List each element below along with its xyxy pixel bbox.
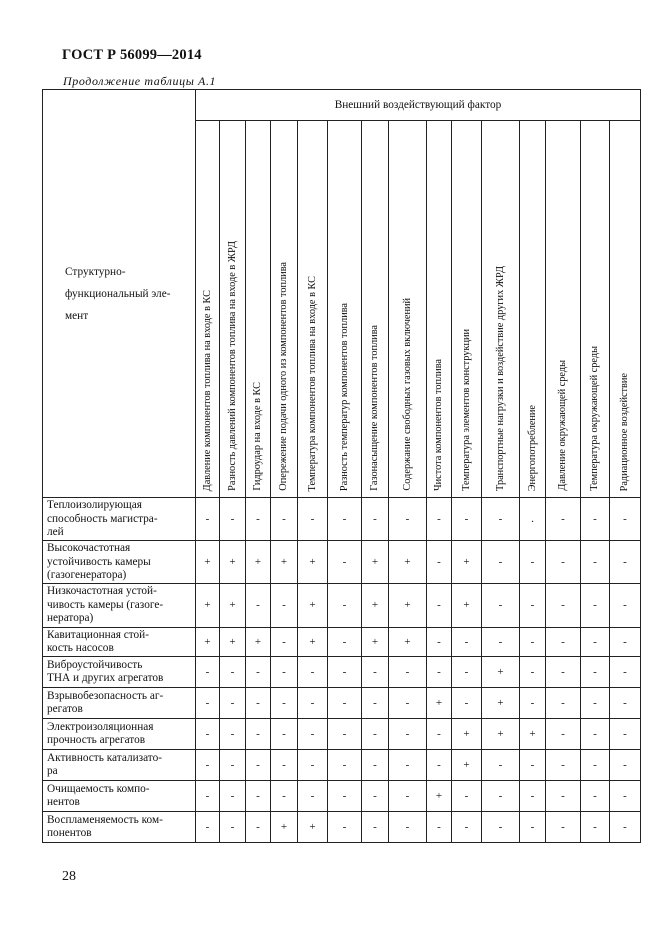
mark-cell: - [482, 780, 520, 811]
mark-cell: - [328, 749, 362, 780]
mark-cell: - [452, 811, 482, 842]
mark-cell: - [298, 656, 328, 687]
mark-cell: - [328, 498, 362, 541]
mark-cell: + [427, 687, 452, 718]
mark-cell: - [581, 627, 610, 656]
factor-column-header [610, 121, 641, 498]
mark-cell: - [427, 583, 452, 627]
mark-cell: + [452, 583, 482, 627]
mark-cell: - [482, 749, 520, 780]
mark-cell: - [271, 780, 298, 811]
element-name-cell [43, 718, 196, 749]
mark-cell: - [196, 780, 220, 811]
mark-cell: - [246, 718, 271, 749]
mark-cell: - [220, 498, 246, 541]
mark-cell: - [389, 656, 427, 687]
mark-cell: - [520, 780, 546, 811]
mark-cell: + [298, 541, 328, 584]
mark-cell: - [546, 718, 581, 749]
external-factors-table [42, 89, 641, 843]
mark-cell: + [246, 627, 271, 656]
mark-cell: - [389, 749, 427, 780]
mark-cell: + [196, 627, 220, 656]
mark-cell: + [452, 541, 482, 584]
factor-column-header [389, 121, 427, 498]
table-row [43, 541, 641, 584]
mark-cell: - [546, 749, 581, 780]
mark-cell: - [298, 687, 328, 718]
factor-label: Чистота компонентов топлива [433, 358, 444, 491]
row-header-line: мент [65, 309, 89, 322]
mark-cell: - [246, 687, 271, 718]
mark-cell: - [196, 718, 220, 749]
mark-cell: + [271, 541, 298, 584]
mark-cell: + [246, 541, 271, 584]
mark-cell: - [482, 583, 520, 627]
mark-cell: - [520, 583, 546, 627]
mark-cell: - [610, 583, 641, 627]
factor-column-header [271, 121, 298, 498]
factor-column-header [482, 121, 520, 498]
element-name-line: Очищаемость компо- [47, 782, 150, 795]
factor-column-header [546, 121, 581, 498]
mark-cell: + [482, 656, 520, 687]
mark-cell: - [427, 749, 452, 780]
element-name-line: Электроизоляционная [47, 720, 154, 733]
mark-cell: - [298, 498, 328, 541]
mark-cell: - [546, 687, 581, 718]
element-name-line: устойчивость камеры [47, 555, 151, 568]
element-name-cell [43, 583, 196, 627]
mark-cell: + [196, 583, 220, 627]
row-header-line: Структурно- [65, 265, 126, 278]
mark-cell: - [427, 718, 452, 749]
mark-cell: - [427, 498, 452, 541]
mark-cell: - [482, 498, 520, 541]
mark-cell: - [581, 780, 610, 811]
element-name-line: ра [47, 765, 58, 777]
element-name-line: Виброустойчивость [47, 658, 143, 671]
mark-cell: - [546, 656, 581, 687]
mark-cell: - [389, 498, 427, 541]
mark-cell: - [389, 811, 427, 842]
mark-cell: - [581, 749, 610, 780]
mark-cell: - [271, 749, 298, 780]
mark-cell: + [389, 541, 427, 584]
mark-cell: - [246, 811, 271, 842]
structural-element-header [43, 90, 196, 498]
mark-cell: - [246, 583, 271, 627]
mark-cell: - [520, 656, 546, 687]
mark-cell: - [328, 656, 362, 687]
factor-label: Радиационное воздействие [619, 372, 630, 491]
table-body [43, 498, 641, 843]
mark-cell: - [298, 749, 328, 780]
mark-cell: - [482, 541, 520, 584]
mark-cell: + [220, 541, 246, 584]
mark-cell: + [482, 718, 520, 749]
factor-column-header [520, 121, 546, 498]
mark-cell: - [610, 780, 641, 811]
document-title: ГОСТ Р 56099—2014 [62, 47, 202, 63]
mark-cell: - [196, 687, 220, 718]
element-name-line: регатов [47, 703, 83, 715]
factor-column-header [427, 121, 452, 498]
factor-label: Температура компонентов топлива на входе в КС [306, 275, 318, 491]
mark-cell: - [271, 583, 298, 627]
mark-cell: - [610, 627, 641, 656]
factor-label: Температура элементов конструкции [460, 329, 472, 491]
element-name-line: понентов [47, 827, 92, 839]
factor-column-header [581, 121, 610, 498]
mark-cell: - [452, 780, 482, 811]
table-continuation-caption: Продолжение таблицы А.1 [63, 74, 217, 88]
mark-cell: - [452, 627, 482, 656]
mark-cell: + [220, 583, 246, 627]
element-name-line: ТНА и других агрегатов [47, 672, 164, 684]
mark-cell: - [389, 718, 427, 749]
mark-cell: - [520, 687, 546, 718]
mark-cell: + [482, 687, 520, 718]
mark-cell: - [362, 749, 389, 780]
mark-cell: - [452, 498, 482, 541]
table-row [43, 656, 641, 687]
page-number: 28 [62, 869, 76, 884]
mark-cell: - [298, 780, 328, 811]
factor-column-header [298, 121, 328, 498]
mark-cell: - [610, 749, 641, 780]
mark-cell: - [246, 780, 271, 811]
element-name-cell [43, 811, 196, 842]
table-row [43, 498, 641, 541]
mark-cell: - [389, 780, 427, 811]
element-name-line: кость насосов [47, 642, 114, 654]
mark-cell: - [271, 498, 298, 541]
mark-cell: - [328, 780, 362, 811]
element-name-cell [43, 656, 196, 687]
mark-cell: - [520, 811, 546, 842]
mark-cell: + [452, 749, 482, 780]
mark-cell: - [546, 780, 581, 811]
mark-cell: - [196, 811, 220, 842]
mark-cell: - [610, 687, 641, 718]
table-row [43, 583, 641, 627]
element-name-cell [43, 498, 196, 541]
mark-cell: - [520, 541, 546, 584]
table-row [43, 687, 641, 718]
element-name-line: чивость камеры (газоге- [47, 598, 164, 611]
element-name-line: нентов [47, 796, 80, 808]
mark-cell: - [427, 656, 452, 687]
factor-column-header [246, 121, 271, 498]
mark-cell: - [546, 541, 581, 584]
element-name-cell [43, 687, 196, 718]
mark-cell: - [389, 687, 427, 718]
element-name-cell [43, 749, 196, 780]
table-row [43, 718, 641, 749]
mark-cell: - [328, 583, 362, 627]
row-header-line: функциональный эле- [65, 287, 171, 300]
element-name-line: прочность агрегатов [47, 734, 146, 746]
factor-label: Разность температур компонентов топлива [338, 302, 350, 491]
factor-column-header [328, 121, 362, 498]
element-name-line: лей [47, 526, 64, 539]
factor-label: Содержание свободных газовых включений [401, 298, 413, 491]
factor-label: Температура окружающей среды [589, 346, 600, 491]
mark-cell: + [298, 811, 328, 842]
element-name-line: Активность катализато- [47, 751, 163, 764]
mark-cell: - [362, 718, 389, 749]
mark-cell: - [220, 749, 246, 780]
element-name-cell [43, 780, 196, 811]
factor-label: Опережение подачи одного из компонентов топлива [278, 262, 289, 491]
element-name-line: Низкочастотная устой- [47, 585, 157, 598]
mark-cell: - [328, 811, 362, 842]
mark-cell: + [196, 541, 220, 584]
mark-cell: - [546, 583, 581, 627]
factor-label: Транспортные нагрузки и воздействие других ЖРД [494, 266, 506, 491]
element-name-line: (газогенератора) [47, 569, 127, 581]
element-name-line: Высокочастотная [47, 542, 131, 554]
mark-cell: + [271, 811, 298, 842]
mark-cell: + [362, 541, 389, 584]
factor-label: Разность давлений компонентов топлива на входе в ЖРД [226, 241, 238, 491]
element-name-line: Кавитационная стой- [47, 628, 149, 641]
element-name-line: нератора) [47, 612, 94, 625]
factor-label: Гидроудар на входе в КС [252, 382, 263, 491]
mark-cell: - [581, 687, 610, 718]
mark-cell: - [362, 656, 389, 687]
mark-cell: - [196, 656, 220, 687]
factor-label: Давление компонентов топлива на входе в КС [201, 289, 213, 491]
factor-column-header [362, 121, 389, 498]
mark-cell: - [362, 687, 389, 718]
element-name-line: Воспламеняемость ком- [47, 813, 163, 826]
factor-column-header [196, 121, 220, 498]
mark-cell: - [581, 718, 610, 749]
mark-cell: - [362, 780, 389, 811]
mark-cell: + [389, 627, 427, 656]
element-name-line: способность магистра- [47, 512, 158, 525]
mark-cell: - [520, 627, 546, 656]
mark-cell: - [427, 541, 452, 584]
mark-cell: - [581, 583, 610, 627]
mark-cell: - [362, 498, 389, 541]
mark-cell: . [520, 498, 546, 541]
element-name-cell [43, 541, 196, 584]
mark-cell: + [298, 627, 328, 656]
mark-cell: - [220, 811, 246, 842]
mark-cell: - [482, 811, 520, 842]
mark-cell: + [427, 780, 452, 811]
mark-cell: - [546, 627, 581, 656]
external-factor-header: Внешний воздействующий фактор [196, 90, 641, 121]
element-name-line: Взрывобезопасность аг- [47, 689, 164, 702]
mark-cell: - [196, 498, 220, 541]
mark-cell: - [610, 656, 641, 687]
mark-cell: - [271, 687, 298, 718]
mark-cell: - [427, 811, 452, 842]
mark-cell: - [220, 687, 246, 718]
mark-cell: + [389, 583, 427, 627]
element-name-line: Теплоизолирующая [47, 499, 142, 512]
mark-cell: - [610, 541, 641, 584]
table-row [43, 627, 641, 656]
factor-column-header [452, 121, 482, 498]
mark-cell: - [271, 656, 298, 687]
mark-cell: - [328, 541, 362, 584]
mark-cell: + [362, 627, 389, 656]
mark-cell: + [520, 718, 546, 749]
mark-cell: - [220, 780, 246, 811]
mark-cell: - [610, 718, 641, 749]
mark-cell: - [220, 718, 246, 749]
mark-cell: + [220, 627, 246, 656]
mark-cell: - [246, 749, 271, 780]
factor-label: Энергопотребление [526, 404, 538, 491]
table-row [43, 780, 641, 811]
mark-cell: - [610, 498, 641, 541]
mark-cell: - [520, 749, 546, 780]
table-row [43, 811, 641, 842]
mark-cell: - [581, 498, 610, 541]
mark-cell: - [581, 541, 610, 584]
mark-cell: - [427, 627, 452, 656]
mark-cell: - [298, 718, 328, 749]
mark-cell: + [298, 583, 328, 627]
mark-cell: - [328, 687, 362, 718]
mark-cell: - [328, 718, 362, 749]
factor-label: Давление окружающей среды [557, 360, 568, 491]
mark-cell: - [546, 811, 581, 842]
mark-cell: - [452, 656, 482, 687]
table-row [43, 749, 641, 780]
mark-cell: - [246, 656, 271, 687]
mark-cell: - [581, 811, 610, 842]
header-row-group [43, 90, 641, 121]
mark-cell: - [452, 687, 482, 718]
mark-cell: - [196, 749, 220, 780]
mark-cell: - [271, 718, 298, 749]
mark-cell: - [546, 498, 581, 541]
element-name-cell [43, 627, 196, 656]
mark-cell: - [328, 627, 362, 656]
factor-column-header [220, 121, 246, 498]
mark-cell: - [220, 656, 246, 687]
mark-cell: + [452, 718, 482, 749]
mark-cell: + [362, 583, 389, 627]
mark-cell: - [581, 656, 610, 687]
mark-cell: - [246, 498, 271, 541]
mark-cell: - [362, 811, 389, 842]
mark-cell: - [610, 811, 641, 842]
mark-cell: - [271, 627, 298, 656]
factor-label: Газонасыщение компонентов топлива [369, 325, 380, 491]
mark-cell: - [482, 627, 520, 656]
